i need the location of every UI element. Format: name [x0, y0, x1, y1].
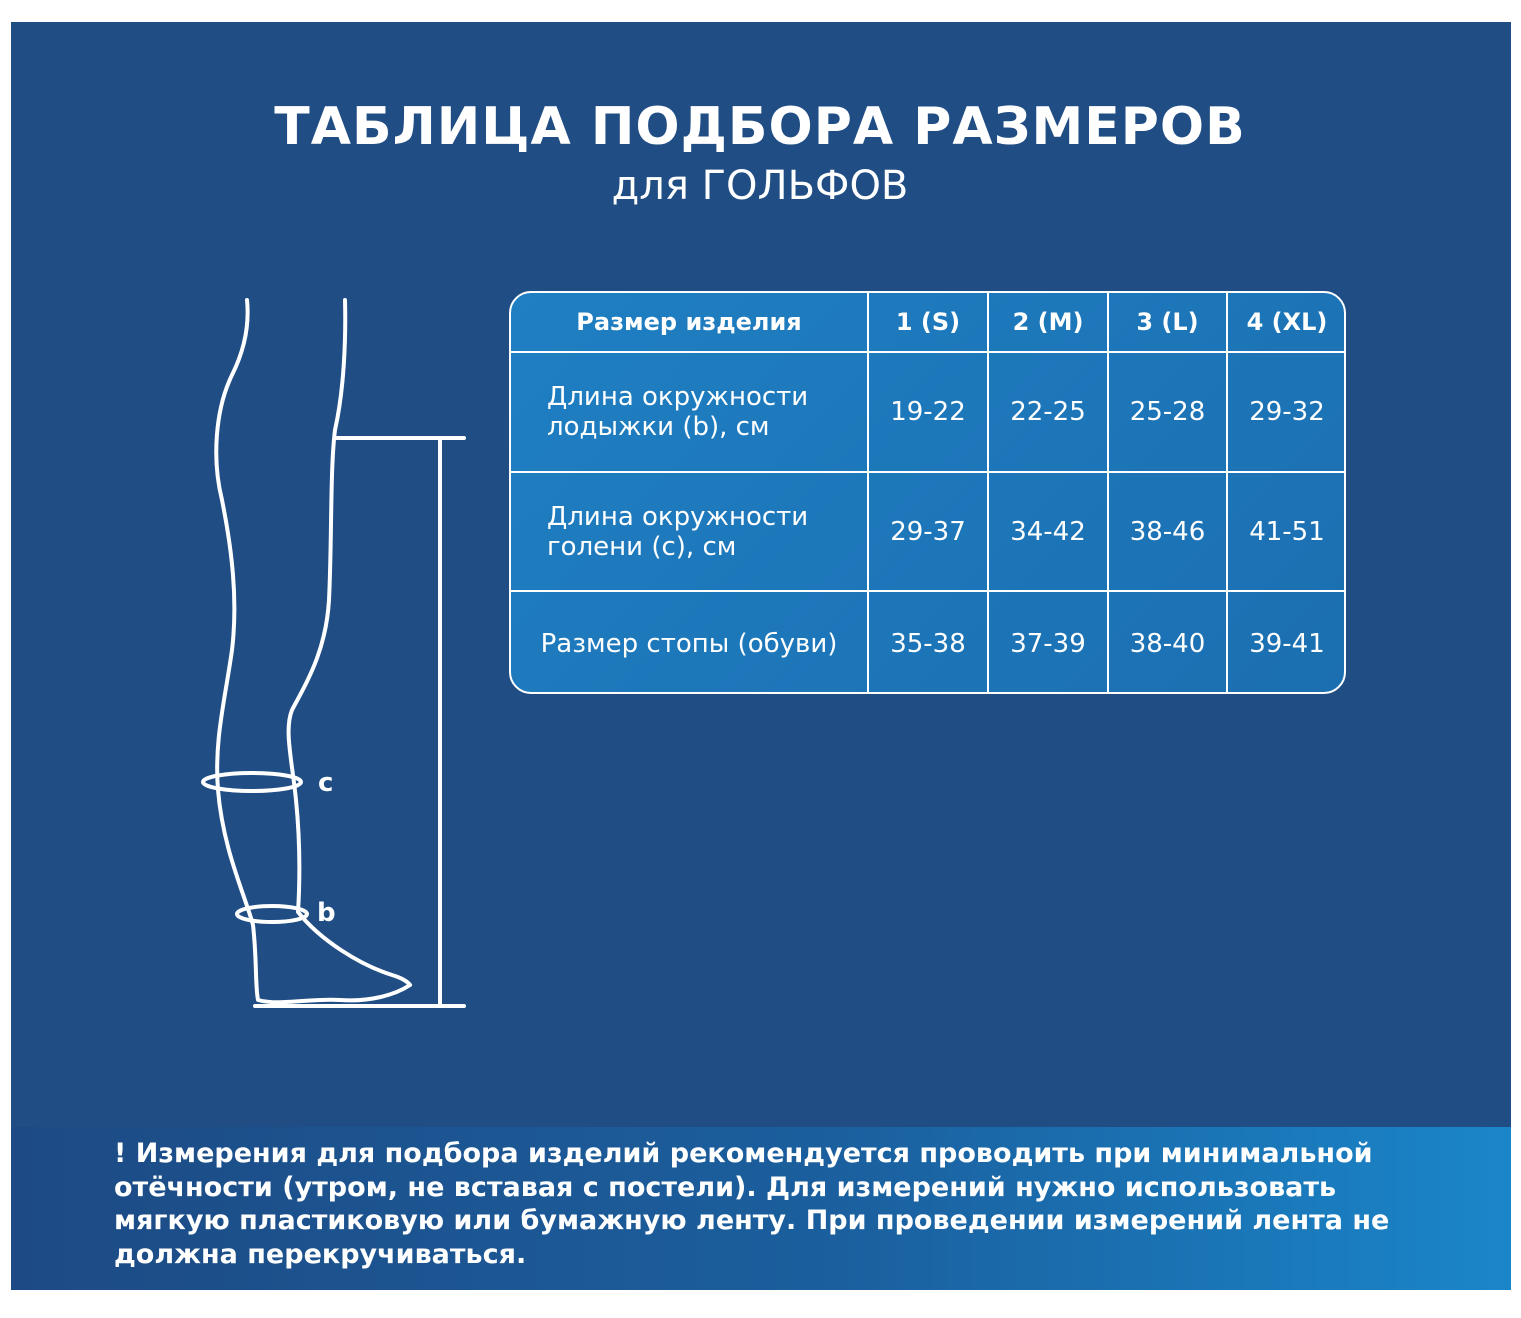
row-label-ankle-line2: лодыжки (b), см — [547, 412, 770, 442]
size-chart-table — [509, 291, 1346, 694]
table-cell: 38-40 — [1108, 591, 1227, 694]
leg-front-outline — [289, 300, 410, 985]
row-label-ankle-line1: Длина окружности — [547, 382, 809, 412]
table-cell: 39-41 — [1227, 591, 1346, 694]
column-header-size-s: 1 (S) — [868, 293, 988, 352]
measurement-note: ! Измерения для подбора изделий рекомендуется проводить при минимальной отёчности (утром, не вставая с постели). Для измерений нужно использовать мягкую пластиковую или бумажную ленту. При проведении измерений лента не должна перекручиваться. — [114, 1138, 1390, 1270]
ankle-circumference-marker — [237, 906, 307, 922]
table-cell: 29-37 — [868, 472, 988, 591]
footer-banner — [11, 1127, 1511, 1290]
table-cell: 34-42 — [988, 472, 1108, 591]
row-label-ankle — [511, 352, 868, 472]
ankle-label: b — [317, 898, 336, 928]
calf-label: c — [318, 768, 334, 798]
table-cell: 25-28 — [1108, 352, 1227, 472]
column-header-size-l: 3 (L) — [1108, 293, 1227, 352]
table-cell: 38-46 — [1108, 472, 1227, 591]
table-cell: 35-38 — [868, 591, 988, 694]
table-cell: 19-22 — [868, 352, 988, 472]
table-row-calf — [511, 472, 1346, 591]
table-header-row — [511, 293, 1346, 352]
table-cell: 22-25 — [988, 352, 1108, 472]
table-cell: 29-32 — [1227, 352, 1346, 472]
page-subtitle: для ГОЛЬФОВ — [611, 163, 909, 209]
row-label-calf-line2: голени (c), см — [547, 531, 737, 562]
column-header-size-xl: 4 (XL) — [1227, 293, 1346, 352]
row-label-calf — [511, 472, 868, 591]
page-title: ТАБЛИЦА ПОДБОРА РАЗМЕРОВ — [274, 97, 1246, 157]
column-header-size-m: 2 (M) — [988, 293, 1108, 352]
table-cell: 37-39 — [988, 591, 1108, 694]
column-header-product-size: Размер изделия — [511, 293, 868, 352]
table-row-foot — [511, 591, 1346, 694]
table-row-ankle — [511, 352, 1346, 472]
leg-back-outline — [216, 300, 410, 1002]
row-label-foot: Размер стопы (обуви) — [511, 591, 868, 694]
row-label-calf-line1: Длина окружности — [547, 501, 809, 532]
table-cell: 41-51 — [1227, 472, 1346, 591]
